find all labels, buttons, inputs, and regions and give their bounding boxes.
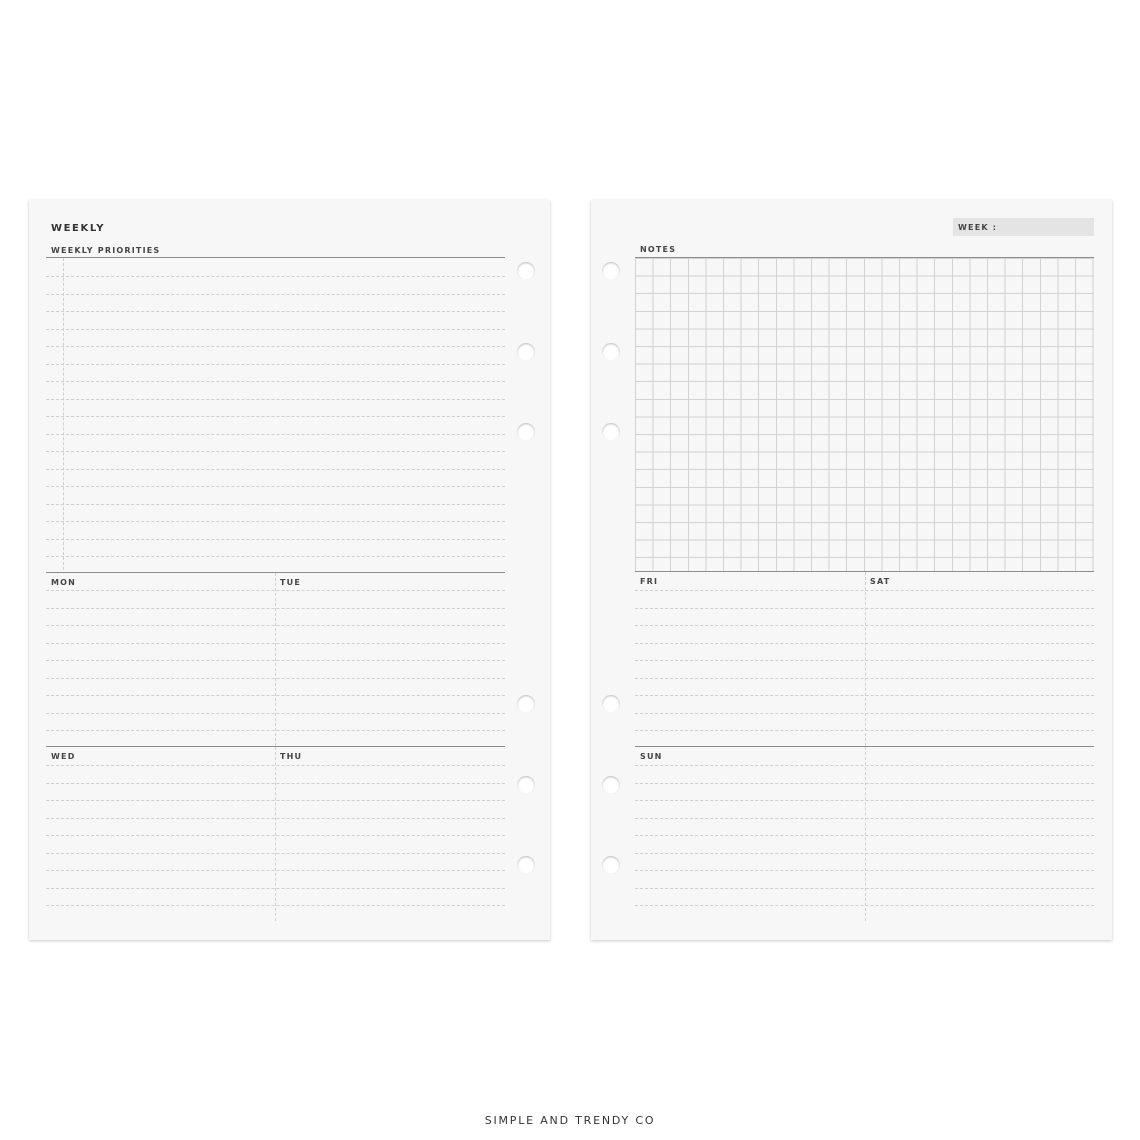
ruled-line bbox=[46, 660, 505, 661]
ruled-line bbox=[46, 713, 505, 714]
day-label-wed: WED bbox=[51, 752, 76, 761]
ruled-line bbox=[635, 695, 1094, 696]
sun-column-line bbox=[865, 747, 866, 921]
ruled-line bbox=[46, 590, 505, 591]
ruled-line bbox=[46, 608, 505, 609]
binder-hole bbox=[602, 695, 620, 713]
ruled-line bbox=[635, 800, 1094, 801]
ruled-line bbox=[46, 888, 505, 889]
ruled-line bbox=[46, 625, 505, 626]
ruled-line bbox=[635, 643, 1094, 644]
notes-label: NOTES bbox=[640, 245, 677, 254]
ruled-line bbox=[635, 730, 1094, 731]
ruled-line bbox=[46, 800, 505, 801]
ruled-line bbox=[46, 905, 505, 906]
binder-hole bbox=[517, 695, 535, 713]
ruled-line bbox=[635, 713, 1094, 714]
ruled-line bbox=[635, 835, 1094, 836]
binder-hole bbox=[602, 423, 620, 441]
ruled-line bbox=[46, 504, 505, 505]
ruled-line bbox=[46, 381, 505, 382]
ruled-line bbox=[46, 853, 505, 854]
weekly-page-left bbox=[29, 200, 550, 940]
ruled-line bbox=[46, 835, 505, 836]
day-label-mon: MON bbox=[51, 578, 77, 587]
binder-hole bbox=[517, 856, 535, 874]
ruled-line bbox=[46, 556, 505, 557]
ruled-line bbox=[635, 853, 1094, 854]
ruled-line bbox=[46, 434, 505, 435]
day-label-sun: SUN bbox=[640, 752, 663, 761]
ruled-line bbox=[46, 329, 505, 330]
binder-hole bbox=[602, 262, 620, 280]
ruled-line bbox=[46, 311, 505, 312]
wed-thu-column-line bbox=[275, 747, 276, 921]
ruled-line bbox=[46, 294, 505, 295]
ruled-line bbox=[46, 678, 505, 679]
binder-hole bbox=[517, 343, 535, 361]
day-label-sat: SAT bbox=[870, 577, 891, 586]
ruled-line bbox=[46, 870, 505, 871]
ruled-line bbox=[46, 346, 505, 347]
ruled-line bbox=[46, 765, 505, 766]
ruled-line bbox=[635, 870, 1094, 871]
binder-hole bbox=[517, 262, 535, 280]
ruled-line bbox=[46, 818, 505, 819]
ruled-line bbox=[46, 399, 505, 400]
notes-grid bbox=[635, 258, 1094, 571]
ruled-line bbox=[46, 451, 505, 452]
week-label: WEEK : bbox=[958, 223, 998, 232]
ruled-line bbox=[46, 730, 505, 731]
priorities-margin-line bbox=[63, 258, 64, 570]
priorities-divider bbox=[46, 257, 505, 258]
ruled-line bbox=[46, 643, 505, 644]
ruled-line bbox=[635, 608, 1094, 609]
ruled-line bbox=[635, 888, 1094, 889]
week-number-box[interactable] bbox=[953, 218, 1094, 236]
ruled-line bbox=[635, 660, 1094, 661]
ruled-line bbox=[46, 469, 505, 470]
day-label-tue: TUE bbox=[280, 578, 302, 587]
ruled-line bbox=[46, 521, 505, 522]
binder-hole bbox=[602, 343, 620, 361]
ruled-line bbox=[635, 905, 1094, 906]
ruled-line bbox=[46, 783, 505, 784]
binder-hole bbox=[602, 856, 620, 874]
binder-hole bbox=[517, 776, 535, 794]
ruled-line bbox=[635, 678, 1094, 679]
brand-footer: SIMPLE AND TRENDY CO bbox=[484, 1114, 656, 1127]
ruled-line bbox=[46, 539, 505, 540]
fri-sat-column-line bbox=[865, 572, 866, 746]
ruled-line bbox=[46, 364, 505, 365]
ruled-line bbox=[46, 486, 505, 487]
binder-hole bbox=[602, 776, 620, 794]
ruled-line bbox=[46, 416, 505, 417]
day-label-fri: FRI bbox=[640, 577, 659, 586]
ruled-line bbox=[635, 590, 1094, 591]
weekly-page-right bbox=[591, 200, 1112, 940]
ruled-line bbox=[46, 695, 505, 696]
ruled-line bbox=[635, 765, 1094, 766]
ruled-line bbox=[635, 625, 1094, 626]
ruled-line bbox=[46, 276, 505, 277]
binder-hole bbox=[517, 423, 535, 441]
weekly-priorities-label: WEEKLY PRIORITIES bbox=[51, 246, 161, 255]
ruled-line bbox=[635, 818, 1094, 819]
page-title: WEEKLY bbox=[51, 223, 106, 234]
ruled-line bbox=[635, 783, 1094, 784]
day-label-thu: THU bbox=[280, 752, 303, 761]
